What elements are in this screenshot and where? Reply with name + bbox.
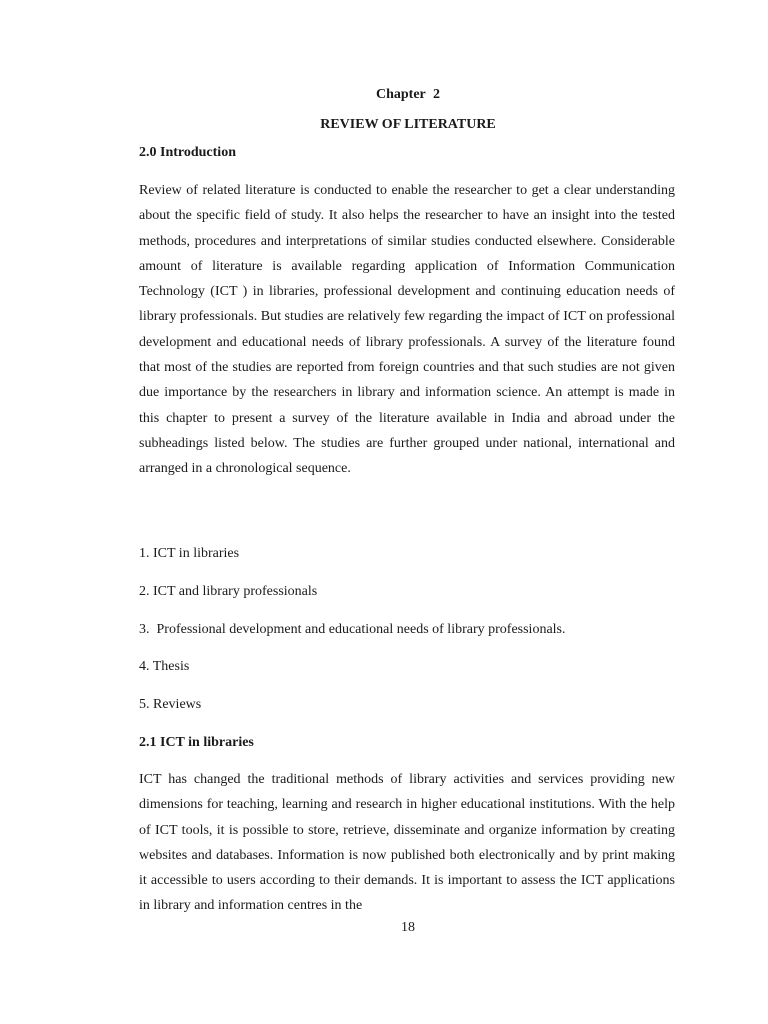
- ict-in-libraries-paragraph: ICT has changed the traditional methods of library activities and services providing new dimensions for teaching, learning and research in higher educational institutions. With the help of ICT tools, it is possible to store, retrieve, disseminate and organize information by creating websites and databases. Information is now published both electronically and by print making it accessible to users according to their demands. It is important to assess the ICT applications in library and information centres in the: [139, 772, 675, 914]
- page-number: 18: [401, 920, 415, 935]
- list-item: 1. ICT in libraries: [139, 546, 240, 561]
- list-item: 2. ICT and library professionals: [139, 584, 318, 599]
- section-heading-introduction: 2.0 Introduction: [139, 145, 236, 160]
- section-heading-ict-in-libraries: 2.1 ICT in libraries: [139, 735, 254, 750]
- list-item: 4. Thesis: [139, 659, 190, 674]
- chapter-label: Chapter 2: [375, 87, 441, 102]
- list-item: 5. Reviews: [139, 697, 202, 712]
- list-item: 3. Professional development and educational needs of library professionals.: [139, 622, 566, 637]
- introduction-paragraph: Review of related literature is conducted to enable the researcher to get a clear understanding about the specific field of study. It also helps the researcher to have an insight into the tested methods, procedures and interpretations of similar studies conducted elsewhere. Considerable amount of literature is available regarding application of Information Communication Technology (ICT ) in libraries, professional development and continuing education needs of library professionals. But studies are relatively few regarding the impact of ICT on professional development and educational needs of library professionals. A survey of the literature found that most of the studies are reported from foreign countries and that such studies are not given due importance by the researchers in library and information science. An attempt is made in this chapter to present a survey of the literature available in India and abroad under the subheadings listed below. The studies are further grouped under national, international and arranged in a chronological sequence.: [139, 183, 675, 477]
- chapter-title: REVIEW OF LITERATURE: [320, 117, 496, 132]
